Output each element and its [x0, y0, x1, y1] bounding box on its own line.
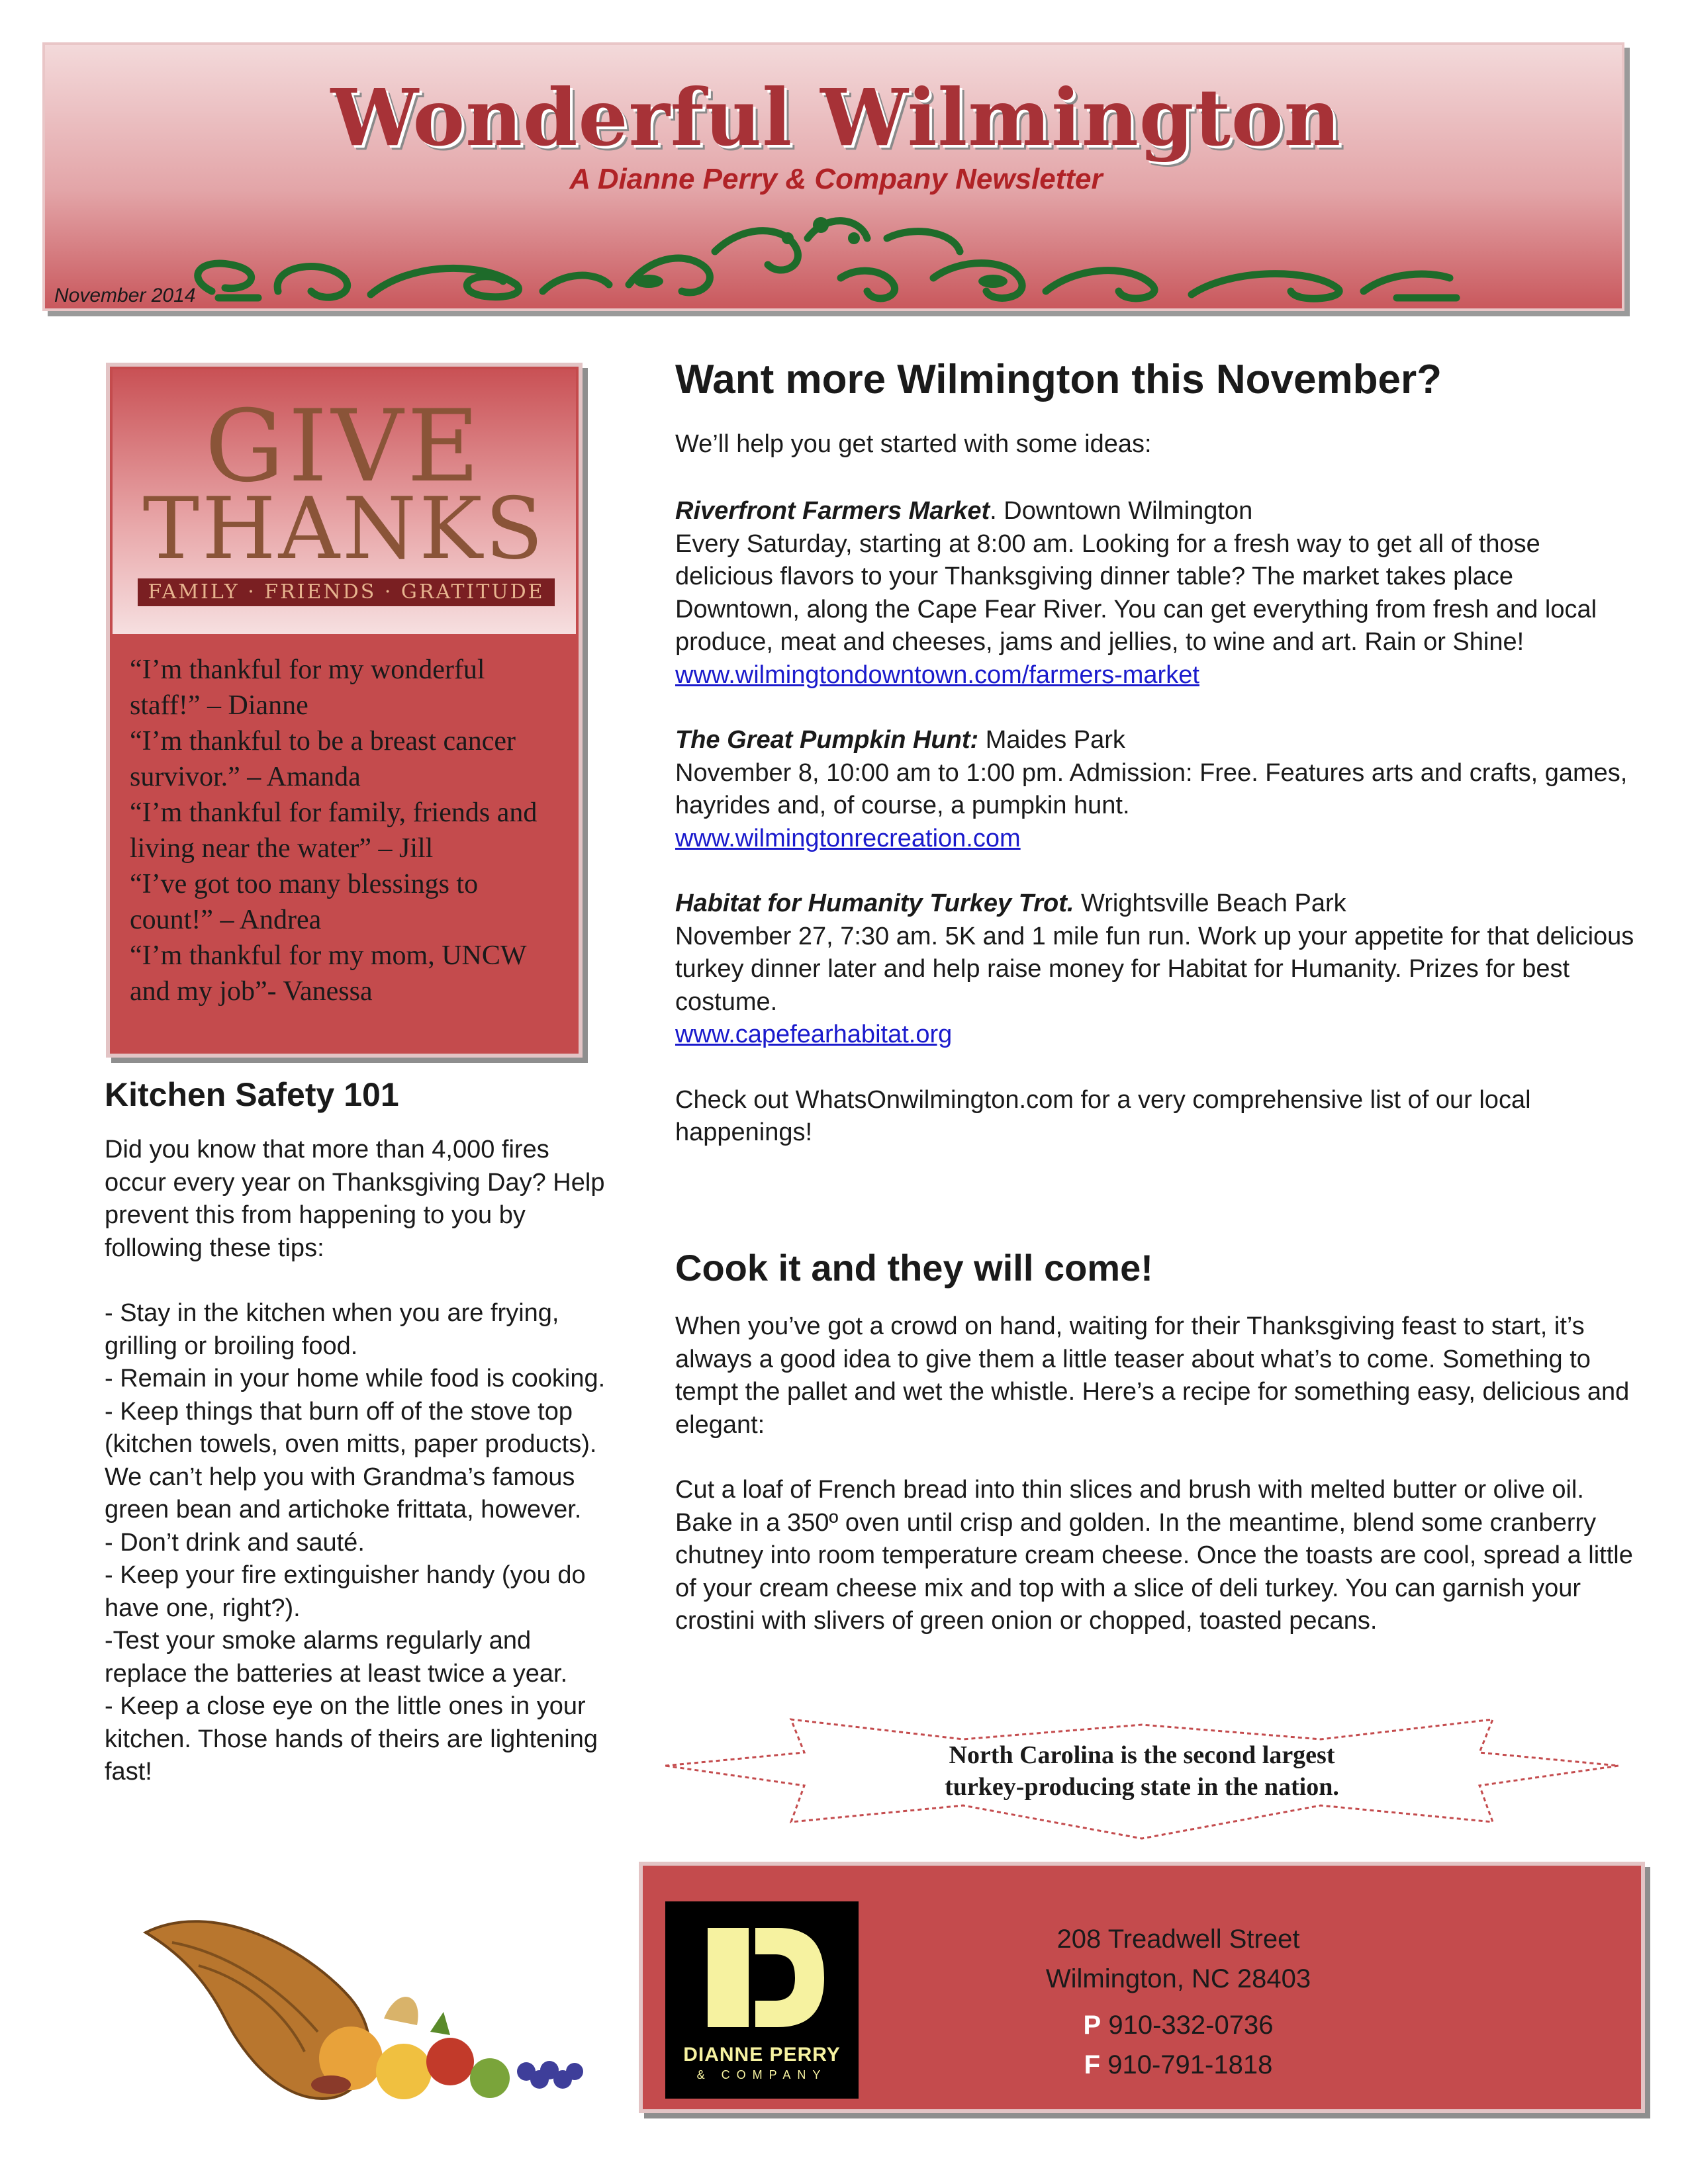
give-thanks-word-thanks: THANKS [142, 480, 546, 578]
event-location: Downtown Wilmington [996, 497, 1253, 525]
fax-label: F [1084, 2050, 1101, 2079]
kitchen-tip: - Don’t drink and sauté. [105, 1528, 365, 1557]
city-address: Wilmington, NC 28403 [1045, 1964, 1311, 1993]
turkey-fact-callout [811, 1739, 1473, 1803]
event-location: Wrightsville Beach Park [1074, 889, 1346, 917]
event-location: Maides Park [978, 726, 1125, 754]
kitchen-tip: - Remain in your home while food is cooking. [105, 1365, 606, 1392]
event-item [675, 495, 1642, 528]
event-title: Habitat for Humanity Turkey Trot. [675, 889, 1074, 917]
logo-company-suffix: & COMPANY [696, 2068, 827, 2081]
event-description: November 27, 7:30 am. 5K and 1 mile fun run. Work up your appetite for that delicious turkey dinner later and help raise money for Habitat for Humanity. Prizes for best costume. [675, 922, 1634, 1016]
quote: “I’m thankful for my wonderful staff!” – Dianne [130, 655, 485, 721]
events-list [675, 495, 1642, 1150]
quote: “I’ve got too many blessings to count!” – Andrea [130, 869, 479, 935]
newsletter-title: Wonderful Wilmington [330, 71, 1342, 163]
kitchen-safety-heading: Kitchen Safety 101 [105, 1076, 399, 1113]
kitchen-intro: Did you know that more than 4,000 fires occur every year on Thanksgiving Day? Help prevent this from happening to you by following these tips: [105, 1136, 605, 1262]
event-title-separator: . [990, 497, 997, 525]
kitchen-tip: - Keep things that burn off of the stove top (kitchen towels, oven mitts, paper products). We can’t help you with Grandma’s famous green bean and artichoke frittata, however. [105, 1397, 597, 1524]
kitchen-tip: - Stay in the kitchen when you are frying, grilling or broiling food. [105, 1299, 559, 1360]
event-item [675, 724, 1642, 757]
callout-line: turkey-producing state in the nation. [945, 1773, 1339, 1801]
phone-label: P [1083, 2011, 1102, 2040]
events-heading: Want more Wilmington this November? [675, 357, 1442, 402]
newsletter-subtitle: A Dianne Perry & Company Newsletter [569, 163, 1103, 195]
give-thanks-tagline: FAMILY · FRIENDS · GRATITUDE [138, 578, 555, 606]
staff-quotes [130, 652, 553, 1009]
fax-number: 910-791-1818 [1100, 2050, 1273, 2079]
phone-number[interactable]: 910-332-0736 [1101, 2011, 1274, 2040]
kitchen-tip: -Test your smoke alarms regularly and replace the batteries at least twice a year. [105, 1627, 568, 1688]
phone-line [927, 2011, 1430, 2040]
event-description: November 8, 10:00 am to 1:00 pm. Admission: Free. Features arts and crafts, games, hayrides and, of course, a pumpkin hunt. [675, 758, 1628, 819]
decorative-flourish-icon [172, 199, 1470, 311]
quote: “I’m thankful to be a breast cancer survivor.” – Amanda [130, 726, 516, 792]
event-link[interactable]: www.wilmingtonrecreation.com [675, 824, 1021, 852]
event-link[interactable]: www.capefearhabitat.org [675, 1021, 953, 1048]
kitchen-safety-body [105, 1134, 608, 1789]
give-thanks-word-give: GIVE [205, 389, 484, 504]
street-address: 208 Treadwell Street [1056, 1925, 1300, 1954]
quote: “I’m thankful for my mom, UNCW and my job”- Vanessa [130, 940, 526, 1007]
issue-date: November 2014 [54, 285, 196, 306]
event-item [675, 887, 1642, 921]
cook-body [675, 1310, 1642, 1638]
recipe-paragraph: Cut a loaf of French bread into thin slices and brush with melted butter or olive oil. Bake in a 350º oven until crisp and golden. In the meantime, blend some cranberry chutney into room temperature cream cheese. Once the toasts are cool, spread a little of your cream cheese mix and top with a slice of deli turkey. You can garnish your crostini with slivers of green onion or chopped, toasted pecans. [675, 1476, 1633, 1635]
quote: “I’m thankful for family, friends and living near the water” – Jill [130, 797, 538, 864]
cook-heading: Cook it and they will come! [675, 1247, 1153, 1289]
events-outro: Check out WhatsOnwilmington.com for a very comprehensive list of our local happenings! [675, 1085, 1531, 1146]
events-intro: We’ll help you get started with some ideas: [675, 430, 1152, 458]
cook-paragraph: When you’ve got a crowd on hand, waiting for their Thanksgiving feast to start, it’s always a good idea to give them a little teaser about what’s to come. Something to tempt the pallet and wet the whistle. Here’s a recipe for something easy, delicious and elegant: [675, 1312, 1630, 1439]
event-title: Riverfront Farmers Market [675, 497, 990, 525]
fax-line [927, 2050, 1430, 2080]
event-title: The Great Pumpkin Hunt: [675, 726, 979, 754]
kitchen-tip: - Keep a close eye on the little ones in your kitchen. Those hands of theirs are lightening fast! [105, 1692, 598, 1786]
event-link[interactable]: www.wilmingtondowntown.com/farmers-market [675, 660, 1199, 689]
logo-company-name: DIANNE PERRY [683, 2044, 841, 2066]
kitchen-tip: - Keep your fire extinguisher handy (you do have one, right?). [105, 1561, 586, 1622]
callout-line: North Carolina is the second largest [949, 1741, 1335, 1769]
event-description: Every Saturday, starting at 8:00 am. Looking for a fresh way to get all of those delicious flavors to your Thanksgiving dinner table? The market takes place Downtown, along the Cape Fear River. You can get everything from fresh and local produce, meat and cheeses, jams and jellies, to wine and art. Rain or Shine! [675, 529, 1597, 656]
cornucopia-icon [132, 1906, 635, 2105]
